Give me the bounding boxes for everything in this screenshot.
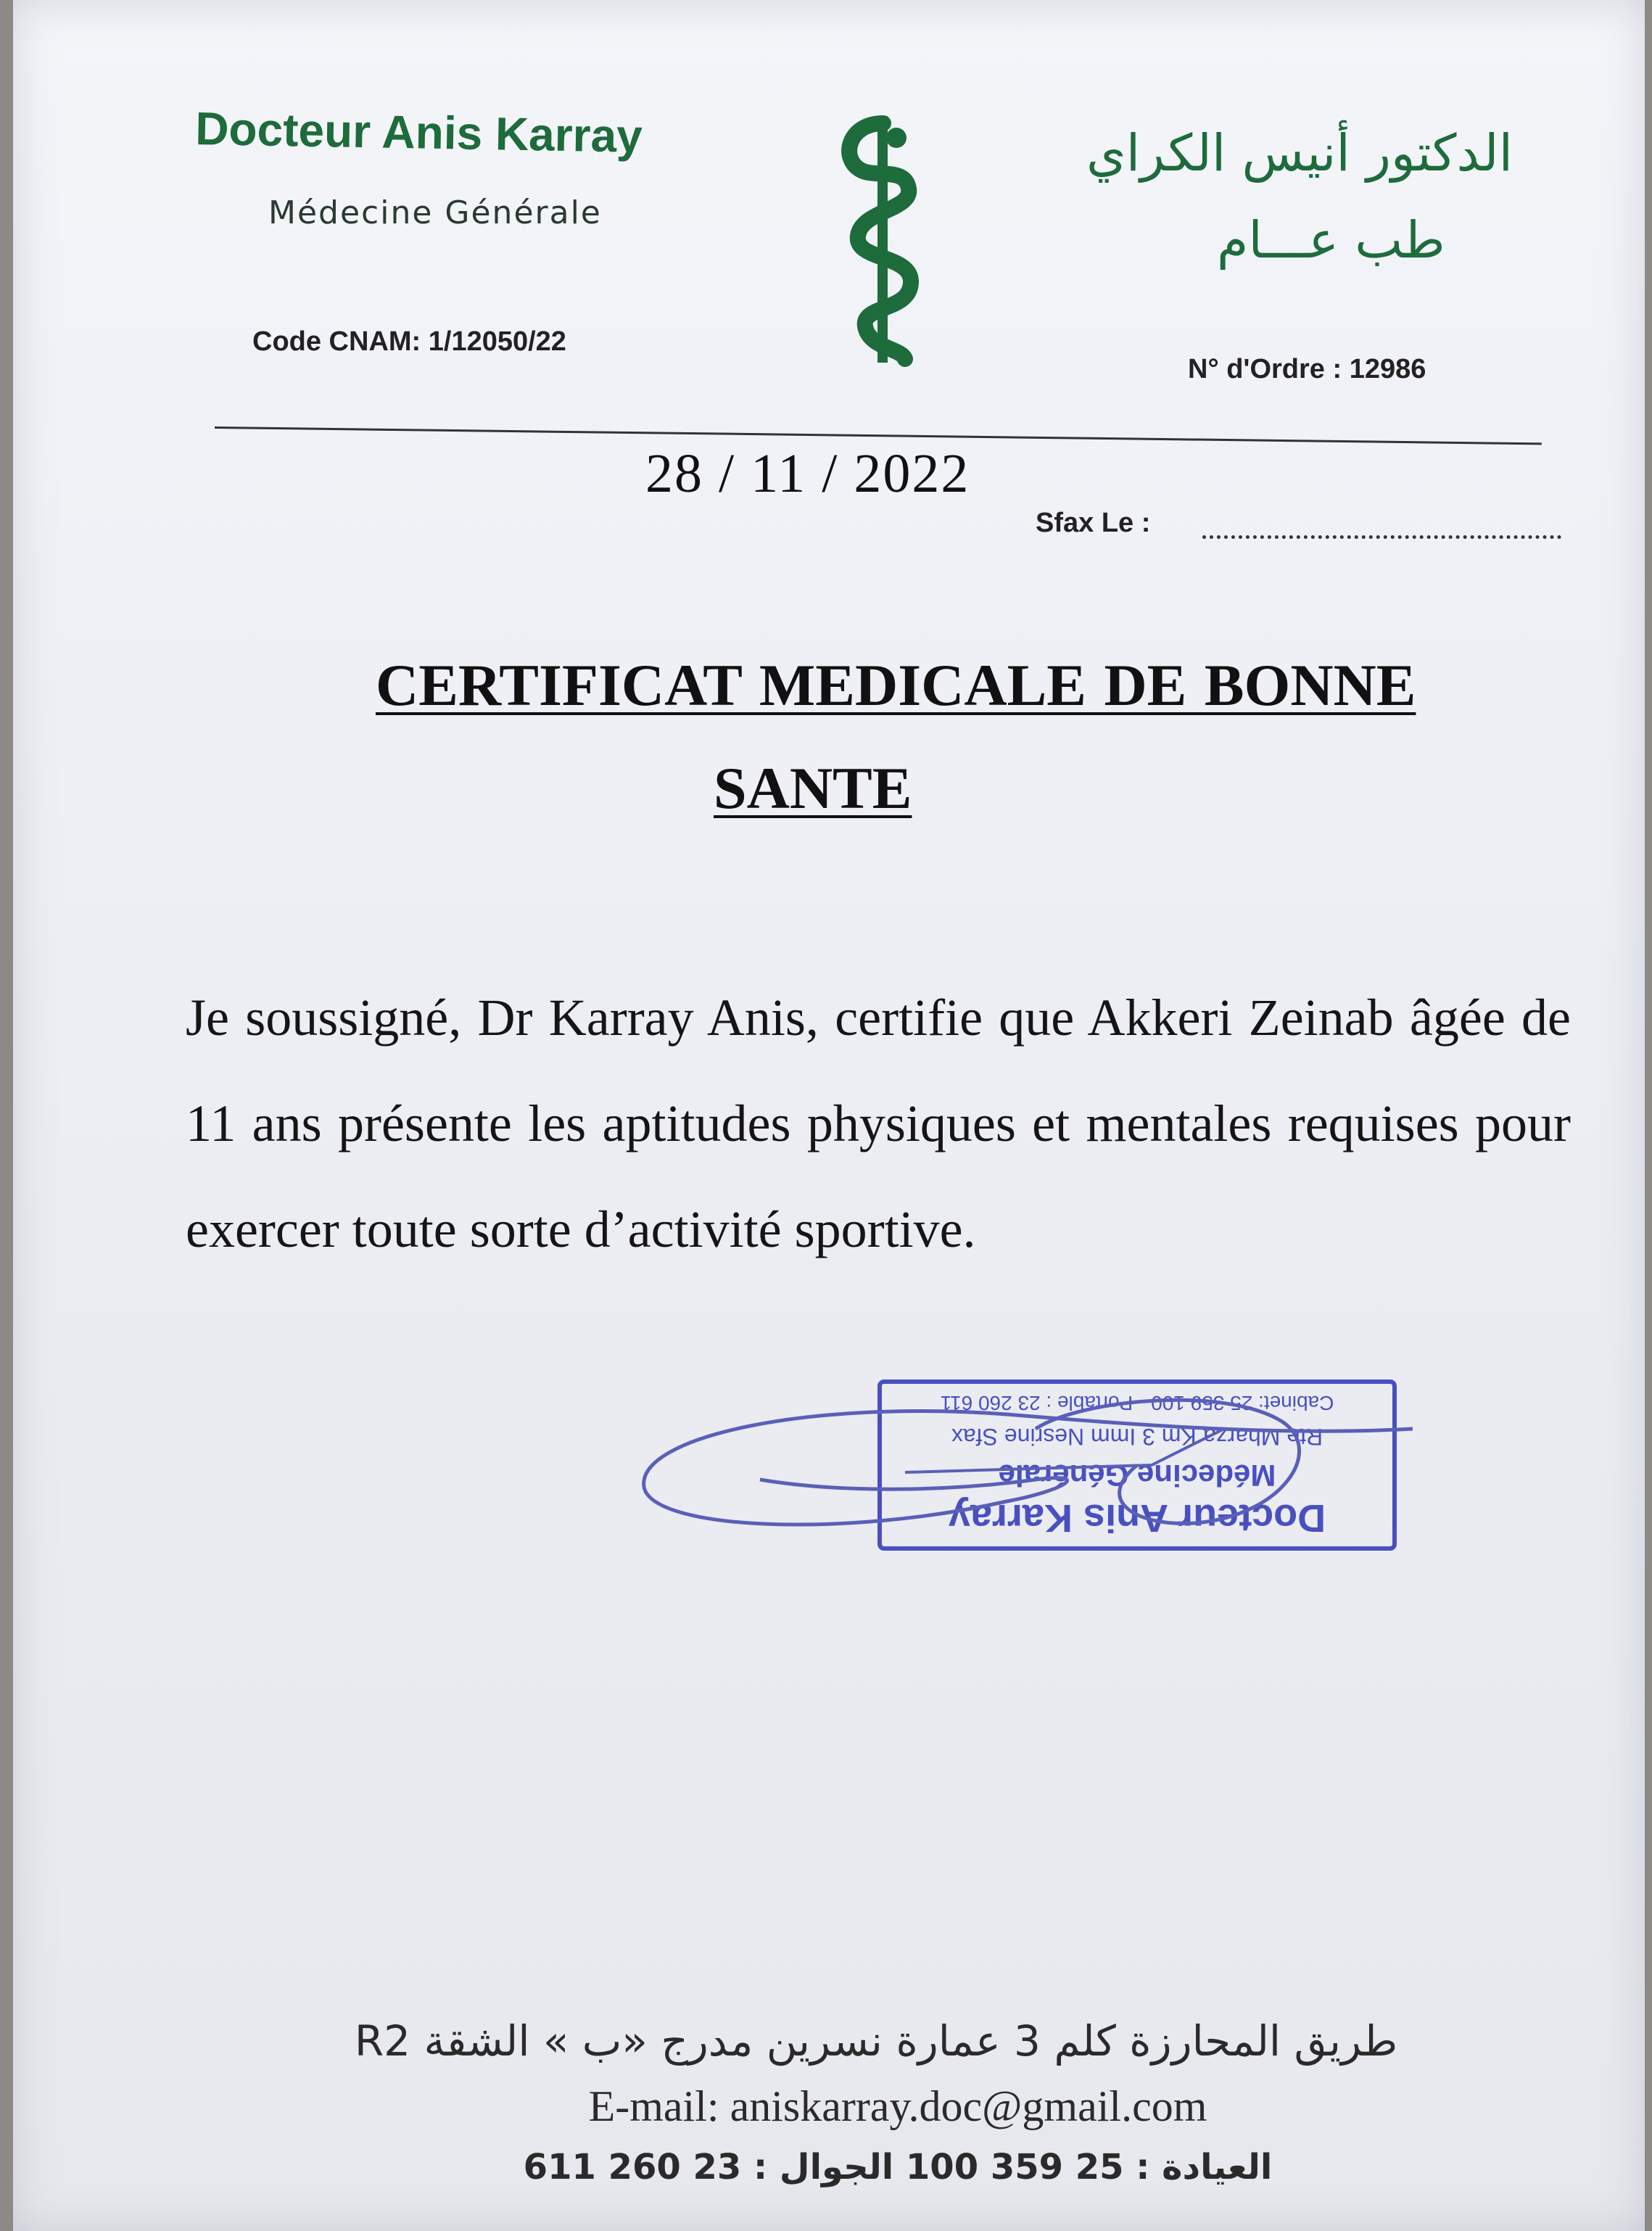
certificate-title-line1: CERTIFICAT MEDICALE DE BONNE [376, 652, 1416, 718]
footer-phones: العيادة : 25 359 100 الجوال : 23 260 611 [523, 2147, 1273, 2187]
doctor-name: Docteur Anis Karray [194, 102, 643, 162]
certificate-page [13, 0, 1645, 2231]
specialty-arabic: طب عـــام [1217, 210, 1445, 270]
footer-email: E-mail: aniskarray.doc@gmail.com [588, 2082, 1207, 2130]
ordre-number: N° d'Ordre : 12986 [1188, 354, 1426, 384]
stamp-line-4: Cabinet: 25 359 100 - Portable : 23 260 611 [940, 1392, 1334, 1414]
date-dotted-line [1202, 514, 1561, 539]
stamp-line-1: Docteur Anis Karray [948, 1496, 1326, 1540]
doctor-name-arabic: الدكتور أنيس الكراي [1086, 123, 1513, 183]
caduceus-logo-icon [833, 109, 934, 370]
handwritten-date: 28 / 11 / 2022 [645, 443, 970, 504]
specialty: Médecine Générale [268, 194, 602, 231]
cnam-code: Code CNAM: 1/12050/22 [252, 326, 566, 357]
doctor-stamp-signature [629, 1356, 1413, 1574]
stamp-line-3: Rte Mharza Km 3 Imm Nesrine Sfax [951, 1424, 1323, 1450]
footer-address-arabic: طريق المحارزة كلم 3 عمارة نسرين مدرج «ب » الشقة R2 [354, 2016, 1398, 2066]
certificate-title-line2: SANTE [714, 755, 912, 821]
place-date-label: Sfax Le : [1036, 508, 1151, 538]
stamp-line-2: Médecine Générale [998, 1459, 1276, 1493]
certificate-body: Je soussigné, Dr Karray Anis, certifie que Akkeri Zeinab âgée de 11 ans présente les aptitudes physiques et mentales requises pour exercer toute sorte d’activité sportive. [186, 989, 1571, 1258]
